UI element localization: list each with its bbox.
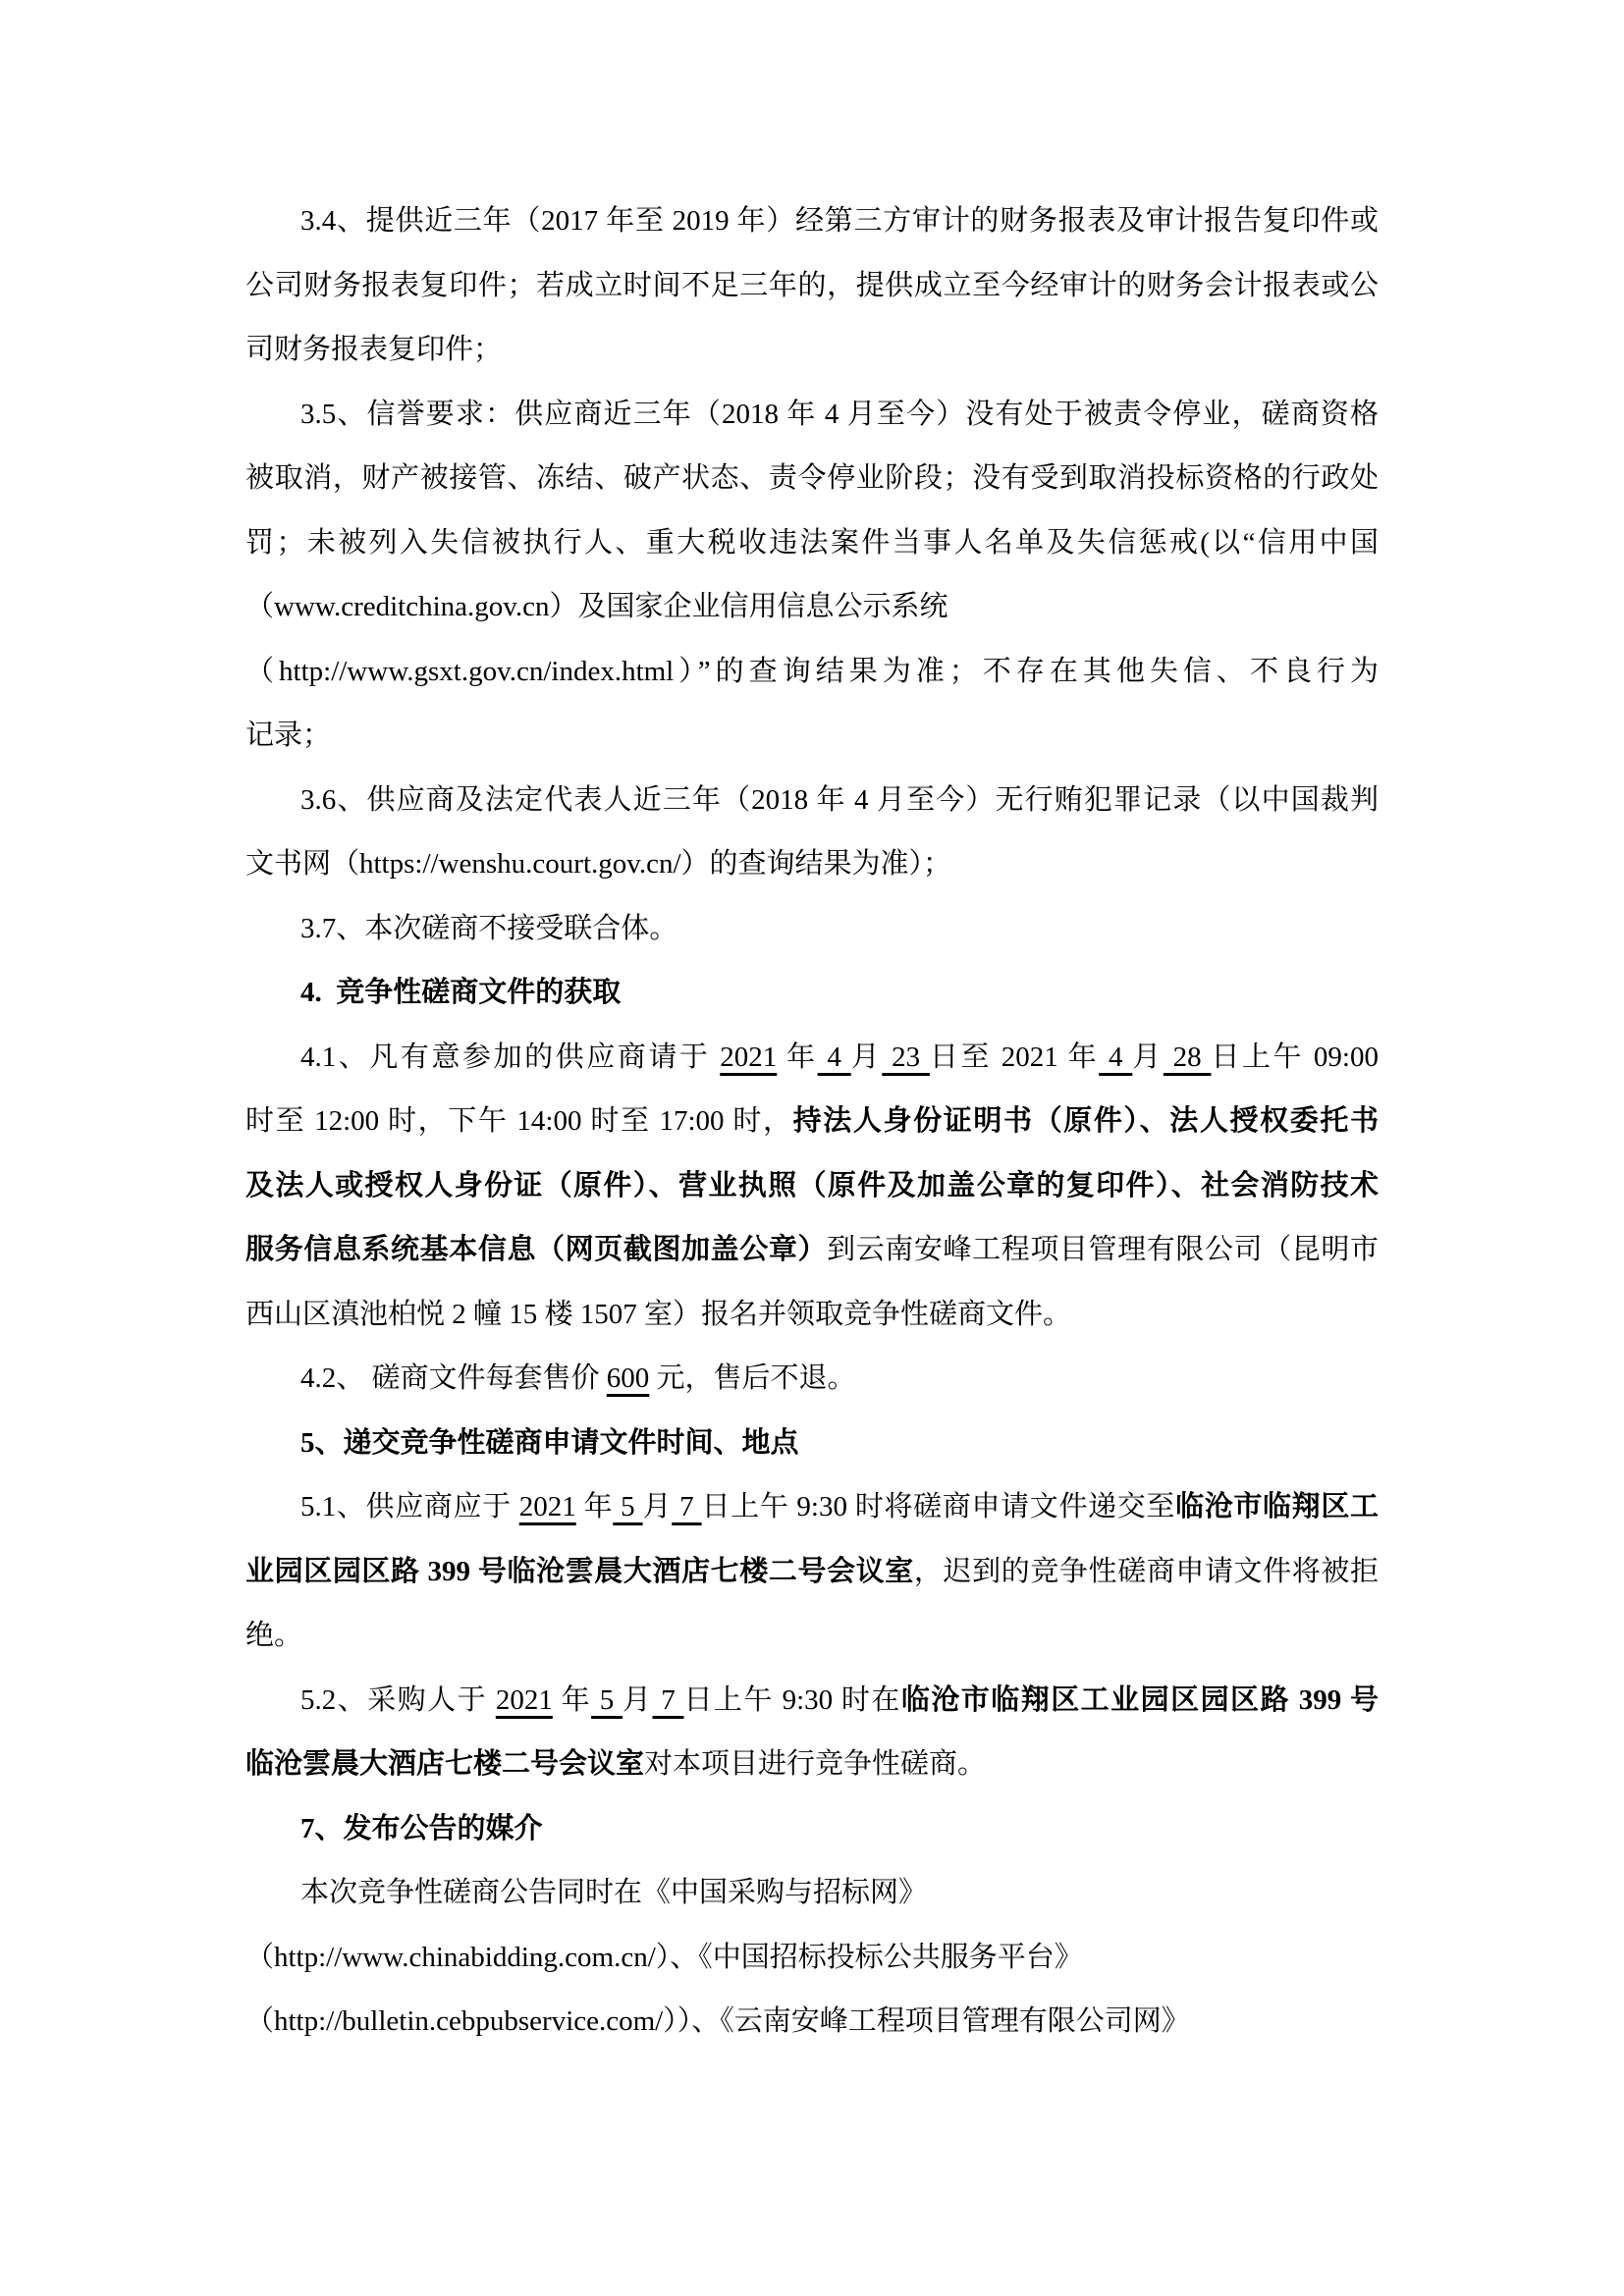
bold-text: 临沧雲晨大酒店七楼二号会议室 — [245, 1748, 645, 1780]
text-line — [245, 1090, 1379, 1154]
text-line — [245, 254, 1379, 319]
text-run: 月 — [642, 1491, 673, 1522]
text-run: 到云南安峰工程项目管理有限公司（昆明市 — [827, 1234, 1379, 1265]
underlined-text: 5 — [613, 1491, 643, 1522]
underlined-text: 5 — [591, 1683, 623, 1716]
text-run: 日上午 9:30 时将磋商申请文件递交至 — [701, 1491, 1176, 1522]
text-line — [245, 1154, 1379, 1219]
text-line — [245, 1026, 1379, 1091]
text-run: 时至 12:00 时，下午 14:00 时至 17:00 时， — [245, 1105, 793, 1137]
text-line — [245, 1604, 1379, 1669]
underlined-text: 7 — [652, 1683, 684, 1716]
underlined-text: 2021 — [518, 1491, 576, 1522]
text-run: 3.4、提供近三年（2017 年至 2019 年）经第三方审计的财务报表及审计报告复印件或 — [300, 205, 1379, 237]
text-line — [245, 318, 1379, 383]
text-line — [245, 1990, 1379, 2055]
underlined-text: 600 — [606, 1362, 650, 1394]
text-line — [245, 961, 1379, 1026]
text-run: （http://www.chinabidding.com.cn/）、《中国招标投标公共服务平台》 — [245, 1941, 1083, 1973]
bold-text: 临沧市临翔区工业园区园区路 399 号 — [900, 1683, 1379, 1716]
text-run: 月 — [623, 1683, 653, 1716]
underlined-text: 7 — [672, 1491, 702, 1522]
text-line — [245, 1861, 1379, 1926]
text-run: 公司财务报表复印件；若成立时间不足三年的，提供成立至今经审计的财务会计报表或公 — [245, 269, 1379, 301]
text-line — [245, 832, 1379, 897]
text-line — [245, 447, 1379, 511]
underlined-text: 4 — [1099, 1041, 1133, 1073]
text-run: 年 — [552, 1683, 592, 1716]
text-run: 记录； — [245, 720, 332, 751]
bold-text: 业园区园区路 399 号临沧雲晨大酒店七楼二号会议室 — [245, 1555, 914, 1587]
text-run: 对本项目进行竞争性磋商。 — [644, 1748, 987, 1780]
text-line — [245, 575, 1379, 640]
text-line — [245, 704, 1379, 769]
text-line — [245, 1926, 1379, 1991]
bold-text: 服务信息系统基本信息（网页截图加盖公章） — [245, 1234, 828, 1265]
bold-text: 及法人或授权人身份证（原件）、营业执照（原件及加盖公章的复印件）、社会消防技术 — [245, 1169, 1379, 1201]
underlined-text: 2021 — [720, 1041, 778, 1073]
text-line — [245, 1797, 1379, 1862]
text-run: 3.6、供应商及法定代表人近三年（2018 年 4 月至今）无行贿犯罪记录（以中国裁判 — [300, 783, 1379, 816]
underlined-text: 28 — [1163, 1041, 1212, 1073]
text-run: 日上午 9:30 时在 — [683, 1683, 901, 1716]
text-run: 西山区滇池柏悦 2 幢 15 楼 1507 室）报名并领取竞争性磋商文件。 — [245, 1298, 1072, 1330]
text-line — [245, 383, 1379, 448]
bold-text: 5、递交竞争性磋商申请文件时间、地点 — [300, 1426, 799, 1459]
text-run: 月 — [850, 1041, 883, 1073]
text-run: （http://bulletin.cebpubservice.com/））、《云南安峰工程项目管理有限公司网》 — [245, 2005, 1190, 2037]
text-run: 5.1、供应商应于 — [300, 1491, 519, 1522]
text-run: 月 — [1132, 1041, 1164, 1073]
text-run: 4.2、 磋商文件每套售价 — [300, 1362, 607, 1394]
text-run: 罚；未被列入失信被执行人、重大税收违法案件当事人名单及失信惩戒(以“信用中国 — [245, 526, 1379, 559]
text-run: 年 — [575, 1491, 614, 1522]
text-line — [245, 1283, 1379, 1348]
text-line — [245, 1540, 1379, 1605]
text-run: （http://www.gsxt.gov.cn/index.html）”的查询结果为准；不存在其他失信、不良行为 — [245, 655, 1379, 687]
underlined-text: 4 — [817, 1041, 851, 1073]
bold-text: 4. 竞争性磋商文件的获取 — [300, 977, 622, 1008]
text-line — [245, 1347, 1379, 1412]
text-line — [245, 769, 1379, 833]
underlined-text: 23 — [882, 1041, 930, 1073]
text-run: （www.creditchina.gov.cn）及国家企业信用信息公示系统 — [245, 591, 948, 622]
text-run: 年 — [777, 1041, 818, 1073]
text-line — [245, 1475, 1379, 1540]
text-line — [245, 511, 1379, 576]
text-run: 文书网（https://wenshu.court.gov.cn/）的查询结果为准）； — [245, 848, 952, 880]
text-run: 元，售后不退。 — [649, 1362, 856, 1394]
text-run: 3.7、本次磋商不接受联合体。 — [300, 912, 678, 944]
text-line — [245, 897, 1379, 962]
bold-text: 临沧市临翔区工 — [1175, 1491, 1379, 1522]
text-run: 3.5、信誉要求：供应商近三年（2018 年 4 月至今）没有处于被责令停业，磋商资格 — [300, 398, 1379, 430]
text-line — [245, 1669, 1379, 1734]
text-line — [245, 640, 1379, 705]
bold-text: 7、发布公告的媒介 — [300, 1812, 543, 1844]
text-line — [245, 1412, 1379, 1476]
text-run: 4.1、凡有意参加的供应商请于 — [300, 1041, 721, 1073]
text-run: 被取消，财产被接管、冻结、破产状态、责令停业阶段；没有受到取消投标资格的行政处 — [245, 462, 1379, 494]
text-line — [245, 1733, 1379, 1797]
text-line — [245, 1218, 1379, 1283]
text-run: 司财务报表复印件； — [245, 334, 503, 365]
text-run: 本次竞争性磋商公告同时在《中国采购与招标网》 — [300, 1877, 928, 1908]
text-run: 绝。 — [245, 1620, 303, 1651]
underlined-text: 2021 — [495, 1683, 553, 1716]
bold-text: 持法人身份证明书（原件）、法人授权委托书 — [792, 1105, 1379, 1137]
text-line — [245, 189, 1379, 254]
text-run: 日至 2021 年 — [929, 1041, 1100, 1073]
document-text — [245, 189, 1379, 2055]
text-run: 5.2、采购人于 — [300, 1683, 496, 1716]
text-run: 日上午 09:00 — [1211, 1041, 1379, 1073]
text-run: ，迟到的竞争性磋商申请文件将被拒 — [913, 1555, 1379, 1587]
